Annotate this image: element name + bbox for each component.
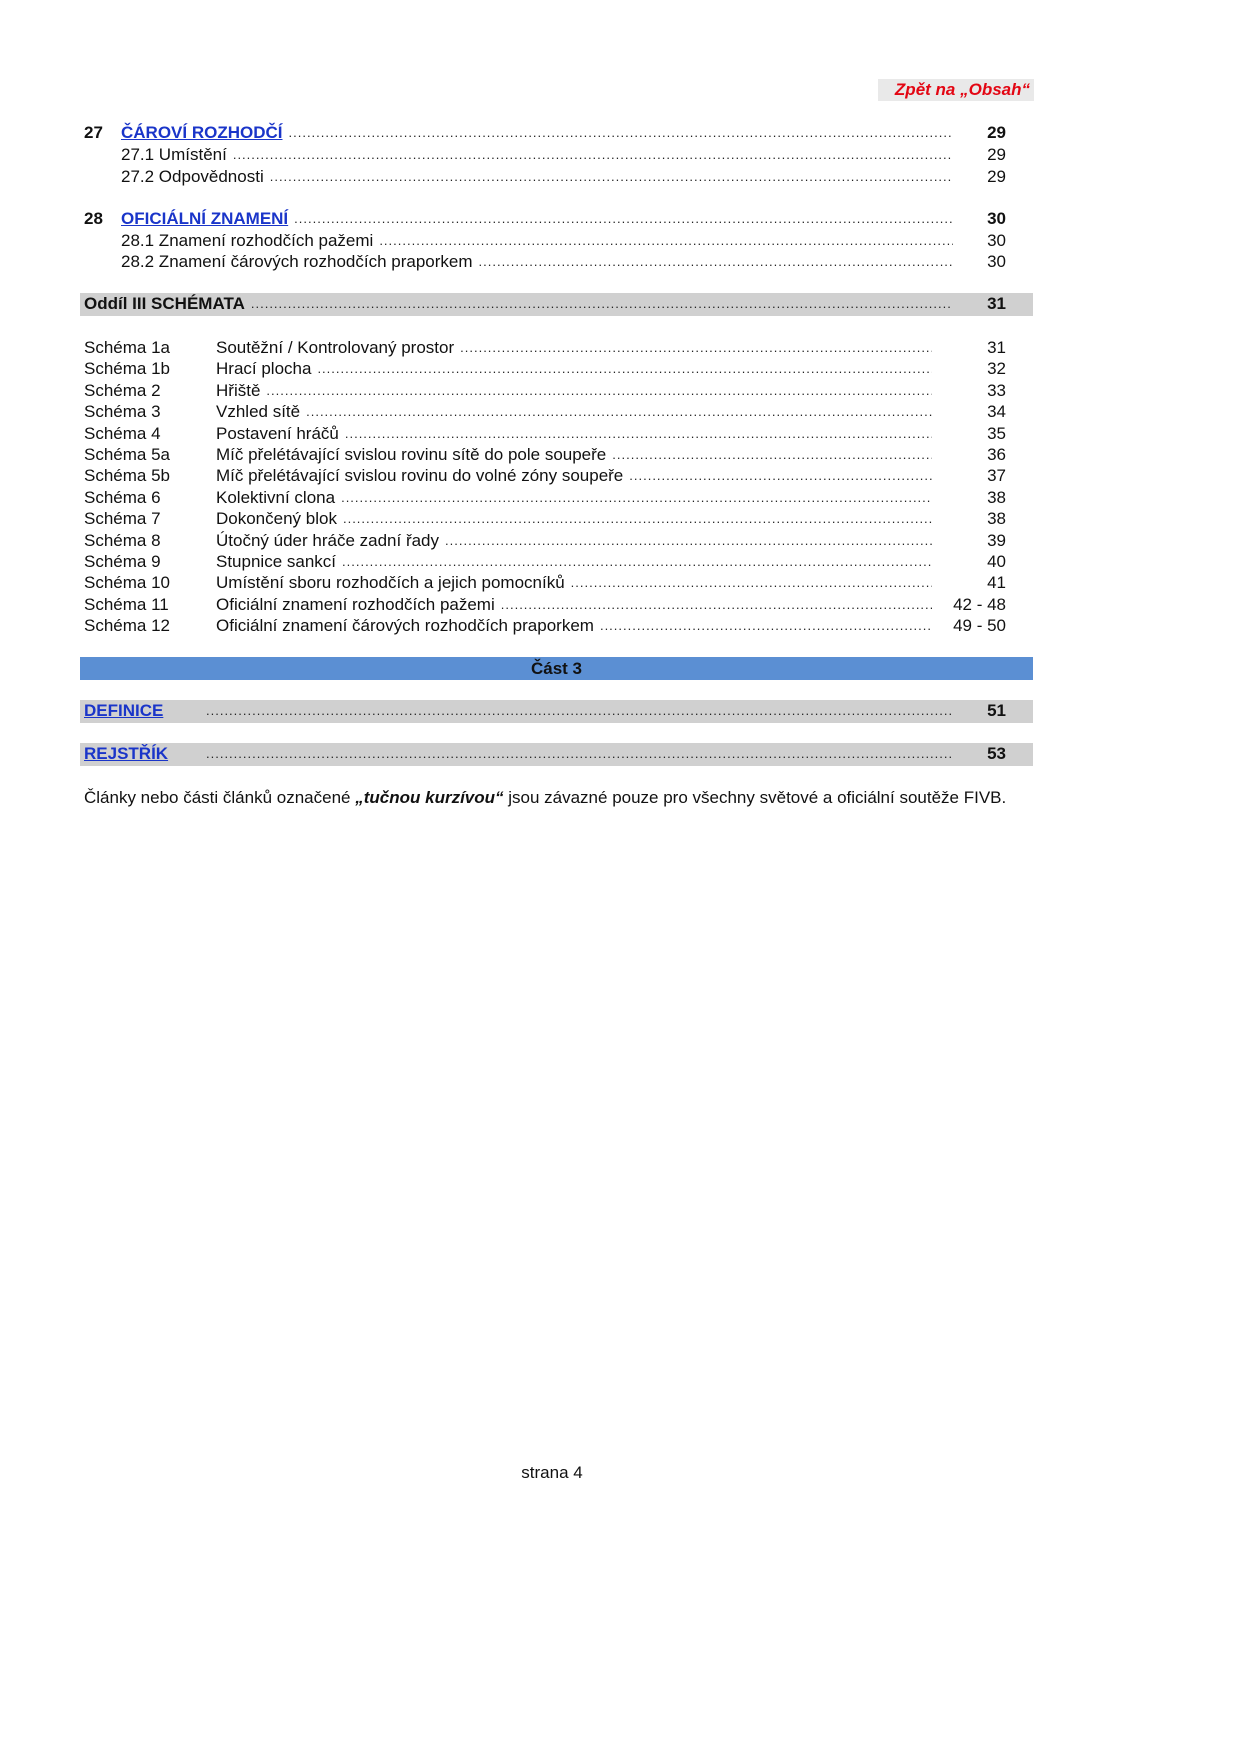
section-27-number: 27 bbox=[84, 123, 103, 142]
page-number: 35 bbox=[987, 424, 1006, 443]
page-number: 38 bbox=[987, 488, 1006, 507]
page-number: 36 bbox=[987, 445, 1006, 464]
section-28-number: 28 bbox=[84, 209, 103, 228]
schema-row bbox=[84, 423, 1006, 445]
page-number: 37 bbox=[987, 466, 1006, 485]
schema-code: Schéma 10 bbox=[84, 573, 170, 592]
schema-row bbox=[84, 572, 1006, 594]
schema-row bbox=[84, 401, 1006, 423]
dot-leader bbox=[460, 337, 932, 359]
schema-code: Schéma 3 bbox=[84, 402, 161, 421]
dot-leader bbox=[233, 144, 953, 166]
toc-row-definice bbox=[84, 700, 1006, 722]
schema-code: Schéma 6 bbox=[84, 488, 161, 507]
schema-code: Schéma 4 bbox=[84, 424, 161, 443]
dot-leader bbox=[270, 166, 953, 188]
schema-title: Oficiální znamení čárových rozhodčích praporkem bbox=[216, 616, 594, 635]
schema-row bbox=[84, 380, 1006, 402]
schema-code: Schéma 2 bbox=[84, 381, 161, 400]
schema-row bbox=[84, 444, 1006, 466]
definice-link[interactable]: DEFINICE bbox=[84, 701, 164, 720]
toc-entry-label: 28.1 Znamení rozhodčích pažemi bbox=[121, 231, 374, 250]
toc-row-27-2 bbox=[121, 166, 1006, 188]
rejstrik-link[interactable]: REJSTŘÍK bbox=[84, 744, 169, 763]
back-to-contents-link[interactable]: Zpět na „Obsah“ bbox=[878, 79, 1034, 101]
schema-row bbox=[84, 465, 1006, 487]
note-emphasis: „tučnou kurzívou“ bbox=[355, 788, 504, 807]
dot-leader bbox=[342, 551, 932, 573]
schema-row bbox=[84, 594, 1006, 616]
page-number: 31 bbox=[987, 338, 1006, 357]
dot-leader bbox=[612, 444, 932, 466]
dot-leader bbox=[341, 487, 932, 509]
dot-leader bbox=[266, 380, 932, 402]
page-number: 34 bbox=[987, 402, 1006, 421]
schema-row bbox=[84, 487, 1006, 509]
toc-entry-label: 27.2 Odpovědnosti bbox=[121, 167, 264, 186]
schema-title: Oficiální znamení rozhodčích pažemi bbox=[216, 595, 495, 614]
schema-code: Schéma 8 bbox=[84, 531, 161, 550]
page-number: 29 bbox=[987, 145, 1006, 164]
schema-title: Stupnice sankcí bbox=[216, 552, 337, 571]
note-paragraph bbox=[84, 786, 1032, 809]
schema-row bbox=[84, 358, 1006, 380]
toc-entry-label: 28.2 Znamení čárových rozhodčích praporkem bbox=[121, 252, 473, 271]
dot-leader bbox=[343, 508, 932, 530]
dot-leader bbox=[479, 251, 954, 273]
schema-title: Vzhled sítě bbox=[216, 402, 301, 421]
schema-title: Míč přelétávající svislou rovinu sítě do pole soupeře bbox=[216, 445, 607, 464]
schema-row bbox=[84, 615, 1006, 637]
page-number: 30 bbox=[987, 209, 1006, 228]
dot-leader bbox=[294, 208, 953, 230]
schema-code: Schéma 1a bbox=[84, 338, 170, 357]
page-number: 42 - 48 bbox=[953, 595, 1006, 614]
dot-leader bbox=[317, 358, 932, 380]
schema-code: Schéma 12 bbox=[84, 616, 170, 635]
dot-leader bbox=[306, 401, 932, 423]
dot-leader bbox=[345, 423, 932, 445]
page-number: 53 bbox=[987, 744, 1006, 763]
note-text-before: Články nebo části článků označené bbox=[84, 788, 356, 807]
page-number: 29 bbox=[987, 167, 1006, 186]
dot-leader bbox=[571, 572, 932, 594]
page-number: 29 bbox=[987, 123, 1006, 142]
schema-row bbox=[84, 530, 1006, 552]
schema-row bbox=[84, 551, 1006, 573]
section-28-link[interactable]: OFICIÁLNÍ ZNAMENÍ bbox=[121, 209, 289, 228]
schema-title: Soutěžní / Kontrolovaný prostor bbox=[216, 338, 455, 357]
schema-row bbox=[84, 508, 1006, 530]
page-number: 49 - 50 bbox=[953, 616, 1006, 635]
dot-leader bbox=[206, 743, 953, 765]
page-footer: strana 4 bbox=[521, 1463, 583, 1482]
schema-title: Hrací plocha bbox=[216, 359, 312, 378]
schema-code: Schéma 5b bbox=[84, 466, 170, 485]
page-number: 51 bbox=[987, 701, 1006, 720]
dot-leader bbox=[445, 530, 932, 552]
schema-title: Postavení hráčů bbox=[216, 424, 339, 443]
schema-title: Dokončený blok bbox=[216, 509, 337, 528]
schema-title: Kolektivní clona bbox=[216, 488, 336, 507]
page-number: 33 bbox=[987, 381, 1006, 400]
schema-code: Schéma 1b bbox=[84, 359, 170, 378]
dot-leader bbox=[206, 700, 953, 722]
schema-title: Útočný úder hráče zadní řady bbox=[216, 531, 440, 550]
dot-leader bbox=[289, 122, 954, 144]
page-number: 32 bbox=[987, 359, 1006, 378]
page-number: 30 bbox=[987, 252, 1006, 271]
toc-row-section-3 bbox=[84, 293, 1006, 315]
dot-leader bbox=[600, 615, 932, 637]
toc-row-28-2 bbox=[121, 251, 1006, 273]
section-27-link[interactable]: ČÁROVÍ ROZHODČÍ bbox=[121, 123, 283, 142]
schema-code: Schéma 7 bbox=[84, 509, 161, 528]
page-number: 40 bbox=[987, 552, 1006, 571]
part-3-heading: Část 3 bbox=[80, 657, 1033, 680]
note-text-after: jsou závazné pouze pro všechny světové a oficiální soutěže FIVB. bbox=[503, 788, 1007, 807]
schema-code: Schéma 11 bbox=[84, 595, 169, 614]
schema-title: Umístění sboru rozhodčích a jejich pomocníků bbox=[216, 573, 565, 592]
page-number: 30 bbox=[987, 231, 1006, 250]
dot-leader bbox=[629, 465, 932, 487]
page-number: 31 bbox=[987, 294, 1006, 313]
schema-code: Schéma 9 bbox=[84, 552, 161, 571]
schema-title: Míč přelétávající svislou rovinu do volné zóny soupeře bbox=[216, 466, 624, 485]
toc-entry-label: 27.1 Umístění bbox=[121, 145, 227, 164]
toc-row-section-28 bbox=[121, 208, 1006, 230]
dot-leader bbox=[379, 230, 953, 252]
schema-title: Hřiště bbox=[216, 381, 261, 400]
page-number: 39 bbox=[987, 531, 1006, 550]
schema-row bbox=[84, 337, 1006, 359]
dot-leader bbox=[251, 293, 953, 315]
page-number: 41 bbox=[987, 573, 1006, 592]
dot-leader bbox=[501, 594, 932, 616]
schema-code: Schéma 5a bbox=[84, 445, 170, 464]
toc-row-rejstrik bbox=[84, 743, 1006, 765]
toc-row-section-27 bbox=[121, 122, 1006, 144]
toc-row-28-1 bbox=[121, 230, 1006, 252]
toc-row-27-1 bbox=[121, 144, 1006, 166]
section-3-title: Oddíl III SCHÉMATA bbox=[84, 294, 245, 313]
page-number: 38 bbox=[987, 509, 1006, 528]
